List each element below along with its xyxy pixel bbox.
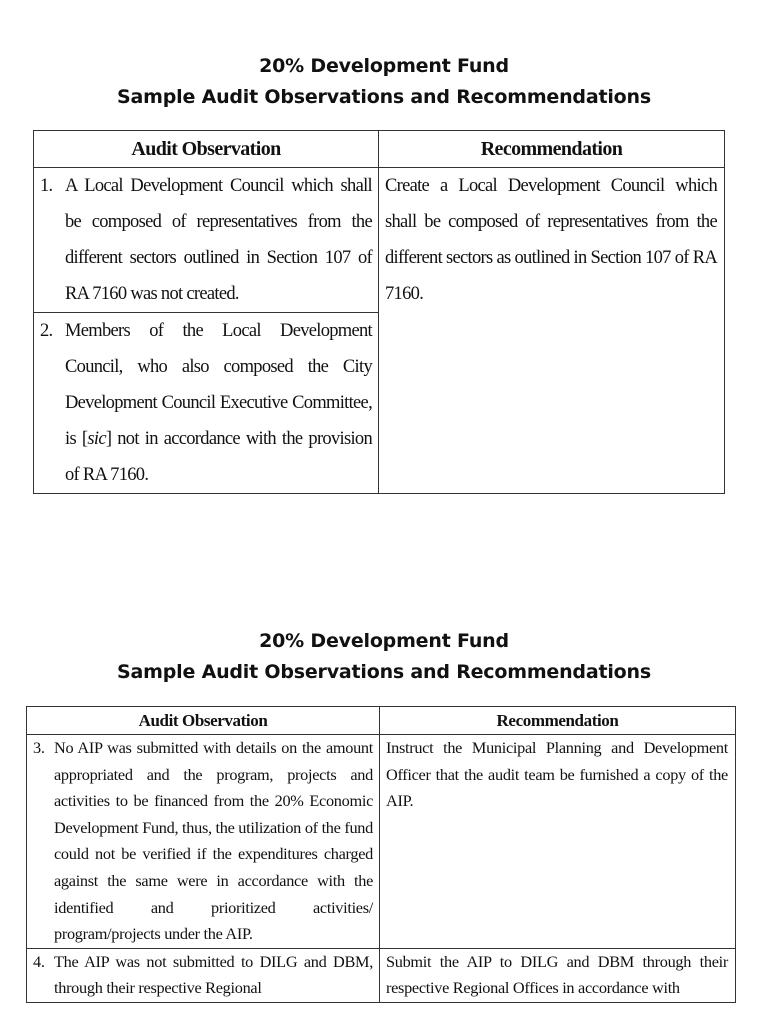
observation-cell — [27, 735, 380, 949]
recommendation-cell — [380, 948, 736, 1002]
observation-text-part: Members of the Local Development Council, who also composed the City Development Council Executive Committee, is [ — [65, 321, 372, 449]
observation-text — [65, 313, 372, 493]
item-number: 3. — [33, 738, 45, 757]
observation-item — [34, 313, 378, 493]
recommendation-cell — [380, 735, 736, 949]
title-line-2: Sample Audit Observations and Recommendations — [117, 661, 651, 683]
recommendation-text: Create a Local Development Council which shall be composed of representatives from the different sectors as outlined in Section 107 of RA 7160. — [385, 176, 717, 304]
observation-text-part: ] not in accordance with the provision of RA 7160. — [65, 429, 372, 485]
title-line-2: Sample Audit Observations and Recommendations — [117, 86, 651, 108]
page-title-2 — [0, 626, 768, 688]
recommendation-cell — [379, 168, 725, 494]
table-header-row — [27, 707, 736, 735]
audit-table-2 — [26, 706, 736, 1003]
item-number: 2. — [40, 321, 53, 341]
header-recommendation: Recommendation — [379, 131, 725, 168]
header-audit-observation: Audit Observation — [27, 707, 380, 735]
table-header-row — [34, 131, 725, 168]
item-number: 4. — [33, 951, 45, 971]
header-audit-observation: Audit Observation — [34, 131, 379, 168]
observation-cell — [27, 948, 380, 1002]
observation-item — [34, 168, 378, 312]
observation-text: No AIP was submitted with details on the amount appropriated and the program, projects and activities to be financed from the 20% Economic Development Fund, thus, the utilization of the fund could not be verified if the expenditures charged against the same were in accordance with the identified and prioritized activities/ program/projects under the AIP. — [54, 738, 373, 944]
observation-cell — [34, 168, 379, 313]
item-number: 1. — [40, 176, 53, 196]
observation-item — [27, 735, 379, 948]
title-line-1: 20% Development Fund — [259, 55, 509, 77]
observation-cell — [34, 313, 379, 494]
page-title-1 — [0, 51, 768, 113]
table-row — [34, 168, 725, 313]
observation-text: The AIP was not submitted to DILG and DBM, through their respective Regional — [54, 951, 373, 998]
title-line-1: 20% Development Fund — [259, 630, 509, 652]
audit-table-1 — [33, 130, 725, 494]
header-recommendation: Recommendation — [380, 707, 736, 735]
table-row — [27, 948, 736, 1002]
sic-text: sic — [87, 429, 106, 449]
recommendation-text: Submit the AIP to DILG and DBM through their respective Regional Offices in accordance with — [386, 951, 728, 998]
observation-text: A Local Development Council which shall be composed of representatives from the different sectors outlined in Section 107 of RA 7160 was not created. — [65, 176, 372, 304]
recommendation-text: Instruct the Municipal Planning and Development Officer that the audit team be furnished a copy of the AIP. — [386, 738, 728, 811]
observation-item — [27, 949, 379, 1002]
table-row — [27, 735, 736, 949]
